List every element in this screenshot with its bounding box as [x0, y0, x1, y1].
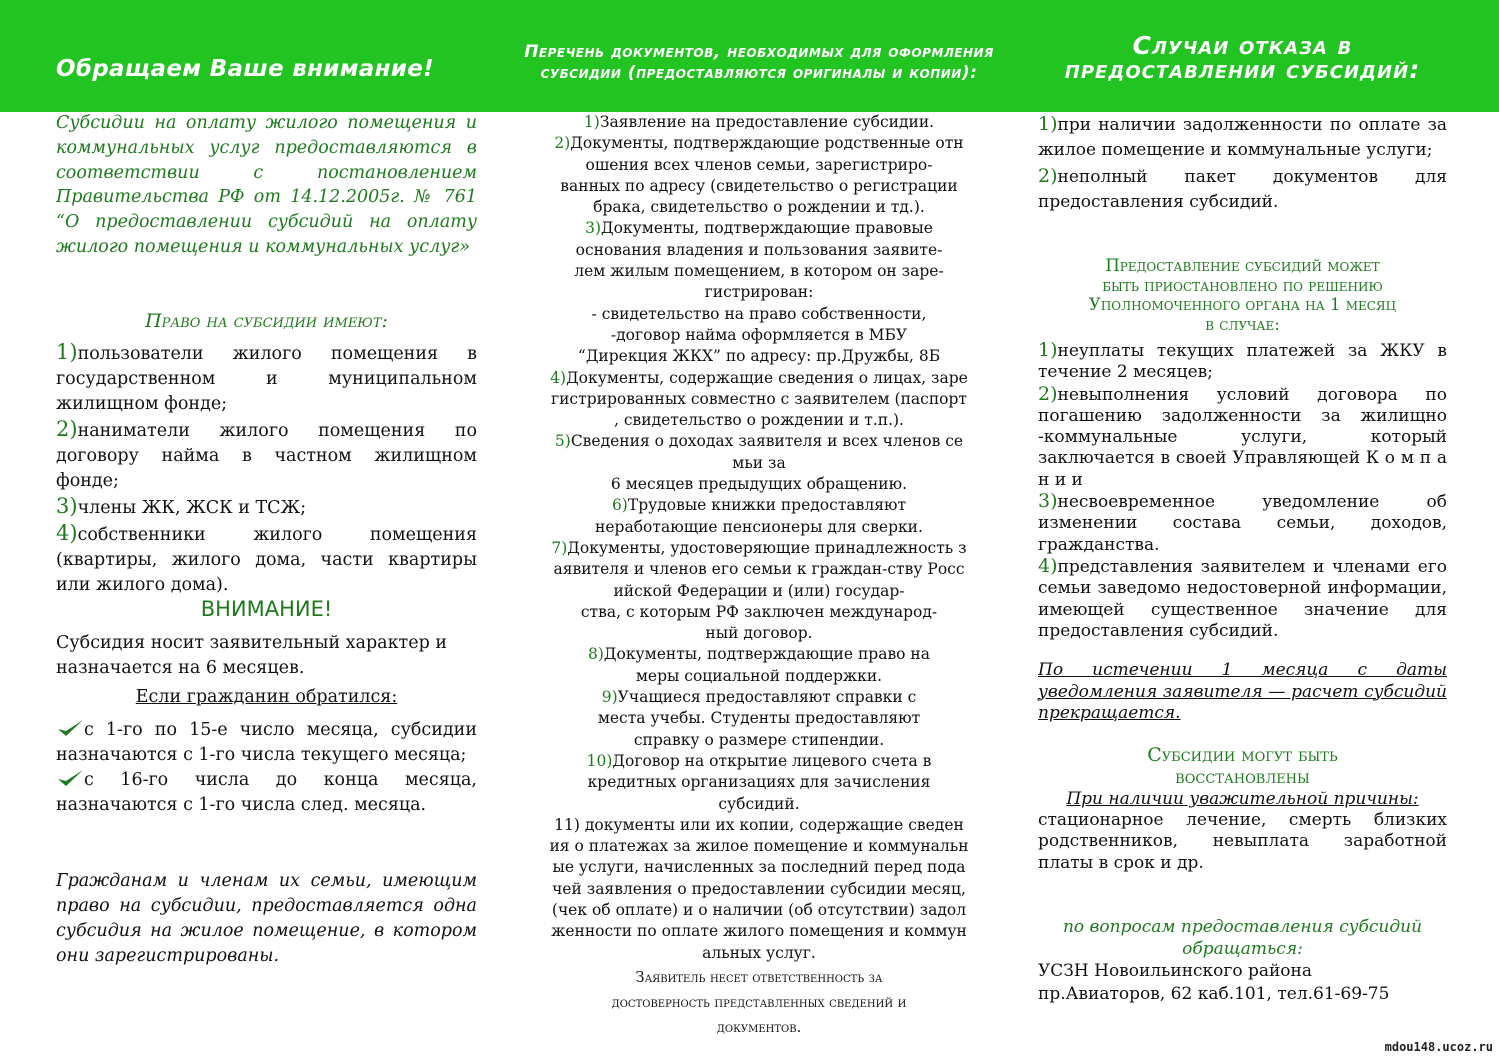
list-line: (чек об оплате) и о наличии (об отсутствии) задол	[551, 900, 967, 919]
checkmark-icon	[56, 768, 84, 788]
list-item: 1)пользователи жилого помещения в государственном и муниципальном жилищном фонде;	[56, 340, 477, 414]
list-line: гистрирован:	[704, 283, 814, 302]
list-item: 8)Документы, подтверждающие право на	[587, 645, 931, 664]
contact-heading: по вопросам предоставления субсидий обращаться:	[1062, 917, 1423, 959]
if-heading: Если гражданин обратился:	[135, 687, 398, 707]
list-item: с 1-го по 15-е число месяца, субсидии назначаются с 1-го числа текущего месяца;	[56, 720, 477, 765]
list-line: меры социальной поддержки.	[635, 666, 883, 685]
list-line: “Дирекция ЖКХ” по адресу: пр.Дружбы, 8Б	[577, 347, 941, 366]
list-item: с 16-го числа до конца месяца, назначаются с 1-го числа след. месяца.	[56, 770, 477, 815]
list-line: места учебы. Студенты предоставляют	[597, 709, 921, 728]
responsibility-note: Заявитель несет ответственность за достоверность представленных сведений и документов.	[611, 969, 907, 1036]
list-item: 2)невыполнения условий договора по погашению задолженности за жилищно -коммунальные услуги, который заключается в своей Управляющей К о м п а н и и	[1038, 382, 1447, 490]
left-footer: Гражданам и членам их семьи, имеющим право на субсидии, предоставляется одна субсидия на жилое помещение, в котором они зарегистрированы.	[56, 871, 477, 966]
list-line: гистрированных совместно с заявителем (паспорт	[550, 389, 967, 408]
list-line: справку о размере стипендии.	[633, 730, 885, 749]
refusal-list	[1038, 112, 1447, 214]
restore-heading: Субсидии могут быть восстановлены	[1147, 744, 1338, 788]
suspend-heading: Предоставление субсидий может быть приостановлено по решению Уполномоченного органа на 1 месяц в случае:	[1088, 256, 1397, 334]
list-line: брака, свидетельство о рождении и тд.).	[593, 198, 925, 217]
list-item: 3)несвоевременное уведомление об изменении состава семьи, доходов, гражданства.	[1038, 490, 1447, 555]
list-item: 1)неуплаты текущих платежей за ЖКУ в течение 2 месяцев;	[1038, 339, 1447, 383]
list-item: 2)неполный пакет документов для предоставления субсидий.	[1038, 165, 1447, 212]
restore-reason-heading: При наличии уважительной причины:	[1066, 789, 1419, 809]
list-item: 7)Документы, удостоверяющие принадлежность з	[551, 538, 967, 557]
documents-list	[522, 112, 996, 1041]
list-item: 4)Документы, содержащие сведения о лицах, заре	[550, 368, 968, 387]
list-line: ванных по адресу (свидетельство о регистрации	[560, 176, 958, 195]
list-line: ный договор.	[705, 624, 813, 643]
contact-info	[1038, 960, 1458, 1006]
rights-heading: Право на субсидии имеют:	[145, 310, 388, 332]
list-line: ийской Федерации и (или) государ-	[613, 581, 905, 600]
right-title: Случаи отказа в предоставлении субсидий:	[1064, 31, 1421, 84]
if-list	[56, 718, 477, 818]
list-line: чей заявления о предоставлении субсидии месяц,	[552, 879, 966, 898]
rights-list	[56, 340, 477, 598]
list-item: 11) документы или их копии, содержащие сведен	[554, 815, 964, 834]
list-item: 3)Документы, подтверждающие правовые	[585, 219, 933, 238]
restore-reason: стационарное лечение, смерть близких родственников, невыплата заработной платы в срок и др.	[1038, 810, 1447, 873]
list-line: 6 месяцев предыдущих обращению.	[610, 475, 908, 494]
list-line: кредитных организациях для зачисления	[587, 773, 931, 792]
list-item: 4)представления заявителем и членами его семьи заведомо недостоверной информации, имеющей существенное значение для предоставления субсидий.	[1038, 554, 1447, 641]
left-intro: Субсидии на оплату жилого помещения и коммунальных услуг предоставляются в соответствии с постановлением Правительства РФ от 14.12.2005г. № 761 “О предоставлении субсидий на оплату жилого помещения и коммунальных услуг»	[56, 113, 477, 257]
list-item: 2)наниматели жилого помещения по договору найма в частном жилищном фонде;	[56, 417, 477, 491]
checkmark-icon	[56, 718, 84, 738]
left-title: Обращаем Ваше внимание!	[56, 56, 434, 82]
list-item: 9)Учащиеся предоставляют справки с	[601, 688, 917, 707]
list-item: 4)собственники жилого помещения (квартиры, жилого дома, части квартиры или жилого дома).	[56, 521, 477, 595]
list-line: альных услуг.	[702, 943, 816, 962]
list-line: ые услуги, начисленных за последний перед пода	[552, 858, 966, 877]
list-line: ия о платежах за жилое помещение и коммунальн	[549, 837, 969, 856]
list-line: - свидетельство на право собственности,	[591, 304, 927, 323]
list-line: неработающие пенсионеры для сверки.	[595, 517, 923, 536]
list-line: ства, с которым РФ заключен международ-	[580, 602, 938, 621]
list-line: ошения всех членов семьи, зарегистриро-	[585, 155, 933, 174]
list-item: 2)Документы, подтверждающие родственные отн	[554, 134, 964, 153]
expiry-note: По истечении 1 месяца с даты уведомления заявителя — расчет субсидий прекращается.	[1038, 660, 1447, 723]
list-item: 5)Сведения о доходах заявителя и всех членов се	[554, 432, 964, 451]
contact-address: пр.Авиаторов, 62 каб.101, тел.61-69-75	[1038, 984, 1390, 1004]
middle-title: Перечень документов, необходимых для оформления субсидии (предоставляются оригиналы и копии):	[524, 42, 994, 83]
list-item: 1)при наличии задолженности по оплате за жилое помещение и коммунальные услуги;	[1038, 113, 1447, 160]
list-item: 3)члены ЖК, ЖСК и ТСЖ;	[56, 494, 307, 518]
list-line: аявителя и членов его семьи к граждан-ству Росс	[553, 560, 965, 579]
list-line: мьи за	[732, 453, 786, 472]
list-line: женности по оплате жилого помещения и коммун	[551, 922, 967, 941]
list-line: субсидий.	[718, 794, 800, 813]
list-line: лем жилым помещением, в котором он заре-	[574, 262, 944, 281]
list-item: 10)Договор на открытие лицевого счета в	[586, 751, 932, 770]
list-item: 1)Заявление на предоставление субсидии.	[583, 113, 935, 131]
contact-org: УСЗН Новоильинского района	[1038, 961, 1313, 981]
list-line: -договор найма оформляется в МБУ	[610, 325, 908, 344]
watermark: mdou148.ucoz.ru	[1384, 1040, 1493, 1054]
list-item: 6)Трудовые книжки предоставляют	[611, 496, 907, 515]
attention-heading: ВНИМАНИЕ!	[200, 597, 333, 621]
list-line: , свидетельство о рождении и т.п.).	[614, 411, 904, 430]
list-line: основания владения и пользования заявите-	[575, 240, 943, 259]
attention-text: Субсидия носит заявительный характер и назначается на 6 месяцев.	[56, 633, 448, 678]
suspend-list	[1038, 340, 1447, 642]
